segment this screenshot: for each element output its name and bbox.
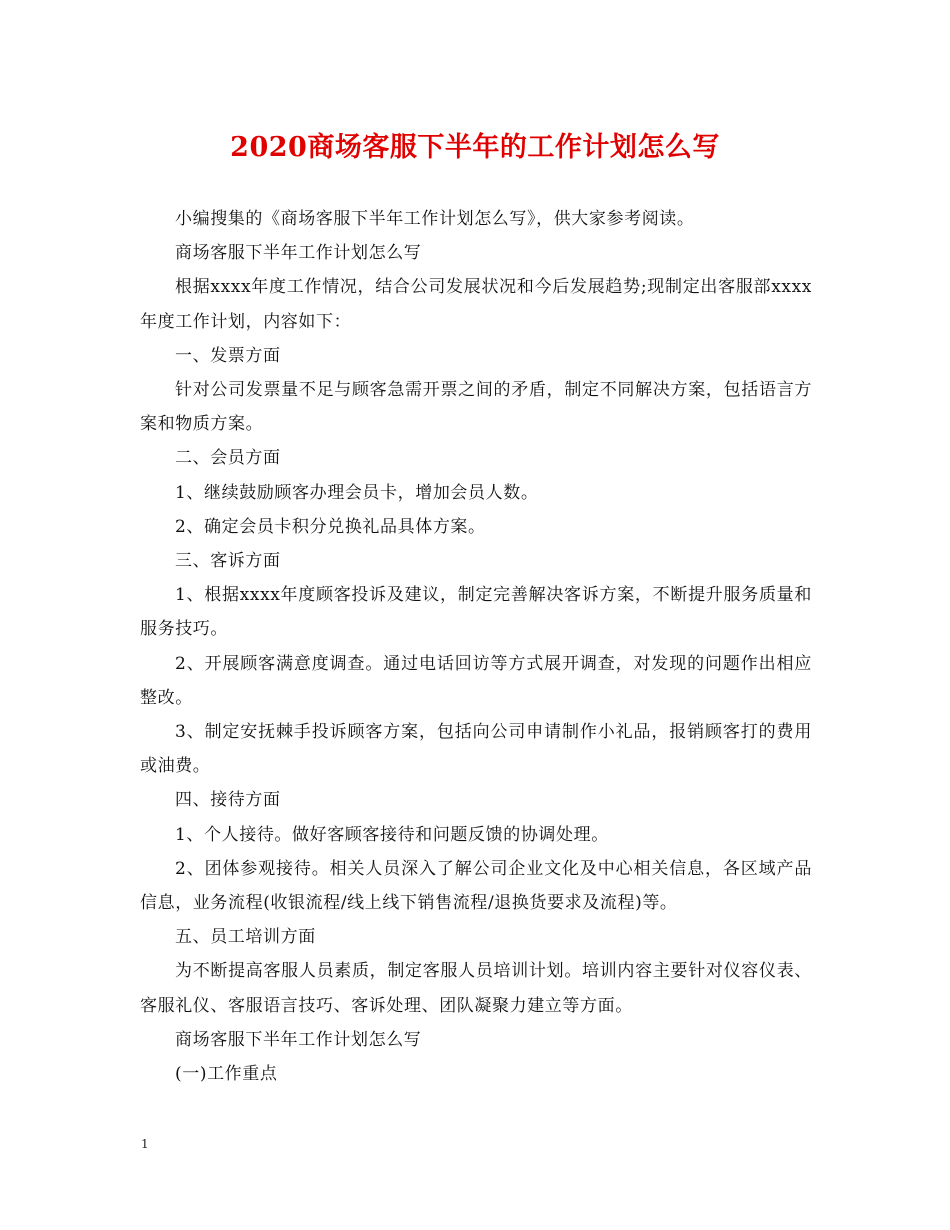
paragraph-complaints-2: 2、开展顾客满意度调查。通过电话回访等方式展开调查，对发现的问题作出相应整改。 bbox=[140, 653, 812, 708]
document-title: 2020商场客服下半年的工作计划怎么写 bbox=[230, 132, 720, 163]
section-heading-work-focus: (一)工作重点 bbox=[175, 1064, 278, 1085]
paragraph-reception-1: 1、个人接待。做好客顾客接待和问题反馈的协调处理。 bbox=[175, 824, 609, 845]
section-heading-complaints: 三、客诉方面 bbox=[175, 551, 281, 572]
section-heading-invoice: 一、发票方面 bbox=[175, 345, 281, 366]
paragraph-training: 为不断提高客服人员素质，制定客服人员培训计划。培训内容主要针对仪容仪表、客服礼仪、客服语言技巧、客诉处理、团队凝聚力建立等方面。 bbox=[140, 961, 812, 1016]
section-heading-training: 五、员工培训方面 bbox=[175, 927, 316, 948]
paragraph-membership-1: 1、继续鼓励顾客办理会员卡，增加会员人数。 bbox=[175, 482, 539, 503]
paragraph-invoice: 针对公司发票量不足与顾客急需开票之间的矛盾，制定不同解决方案，包括语言方案和物质方案。 bbox=[140, 380, 812, 435]
paragraph-subtitle-repeat: 商场客服下半年工作计划怎么写 bbox=[175, 1029, 422, 1050]
paragraph-subtitle: 商场客服下半年工作计划怎么写 bbox=[175, 243, 422, 264]
section-heading-membership: 二、会员方面 bbox=[175, 448, 281, 469]
paragraph-membership-2: 2、确定会员卡积分兑换礼品具体方案。 bbox=[175, 516, 486, 537]
page-number: 1 bbox=[141, 1137, 149, 1151]
section-heading-reception: 四、接待方面 bbox=[175, 790, 281, 811]
paragraph-reception-2: 2、团体参观接待。相关人员深入了解公司企业文化及中心相关信息，各区域产品信息，业务流程(收银流程/线上线下销售流程/退换货要求及流程)等。 bbox=[140, 858, 812, 914]
document-body bbox=[140, 202, 812, 1091]
paragraph-overview: 根据xxxx年度工作情况，结合公司发展状况和今后发展趋势;现制定出客服部xxxx年度工作计划，内容如下： bbox=[140, 277, 812, 332]
paragraph-intro: 小编搜集的《商场客服下半年工作计划怎么写》，供大家参考阅读。 bbox=[175, 209, 695, 229]
paragraph-complaints-3: 3、制定安抚棘手投诉顾客方案，包括向公司申请制作小礼品，报销顾客打的费用或油费。 bbox=[140, 722, 812, 777]
paragraph-complaints-1: 1、根据xxxx年度顾客投诉及建议，制定完善解决客诉方案，不断提升服务质量和服务技巧。 bbox=[140, 585, 812, 640]
